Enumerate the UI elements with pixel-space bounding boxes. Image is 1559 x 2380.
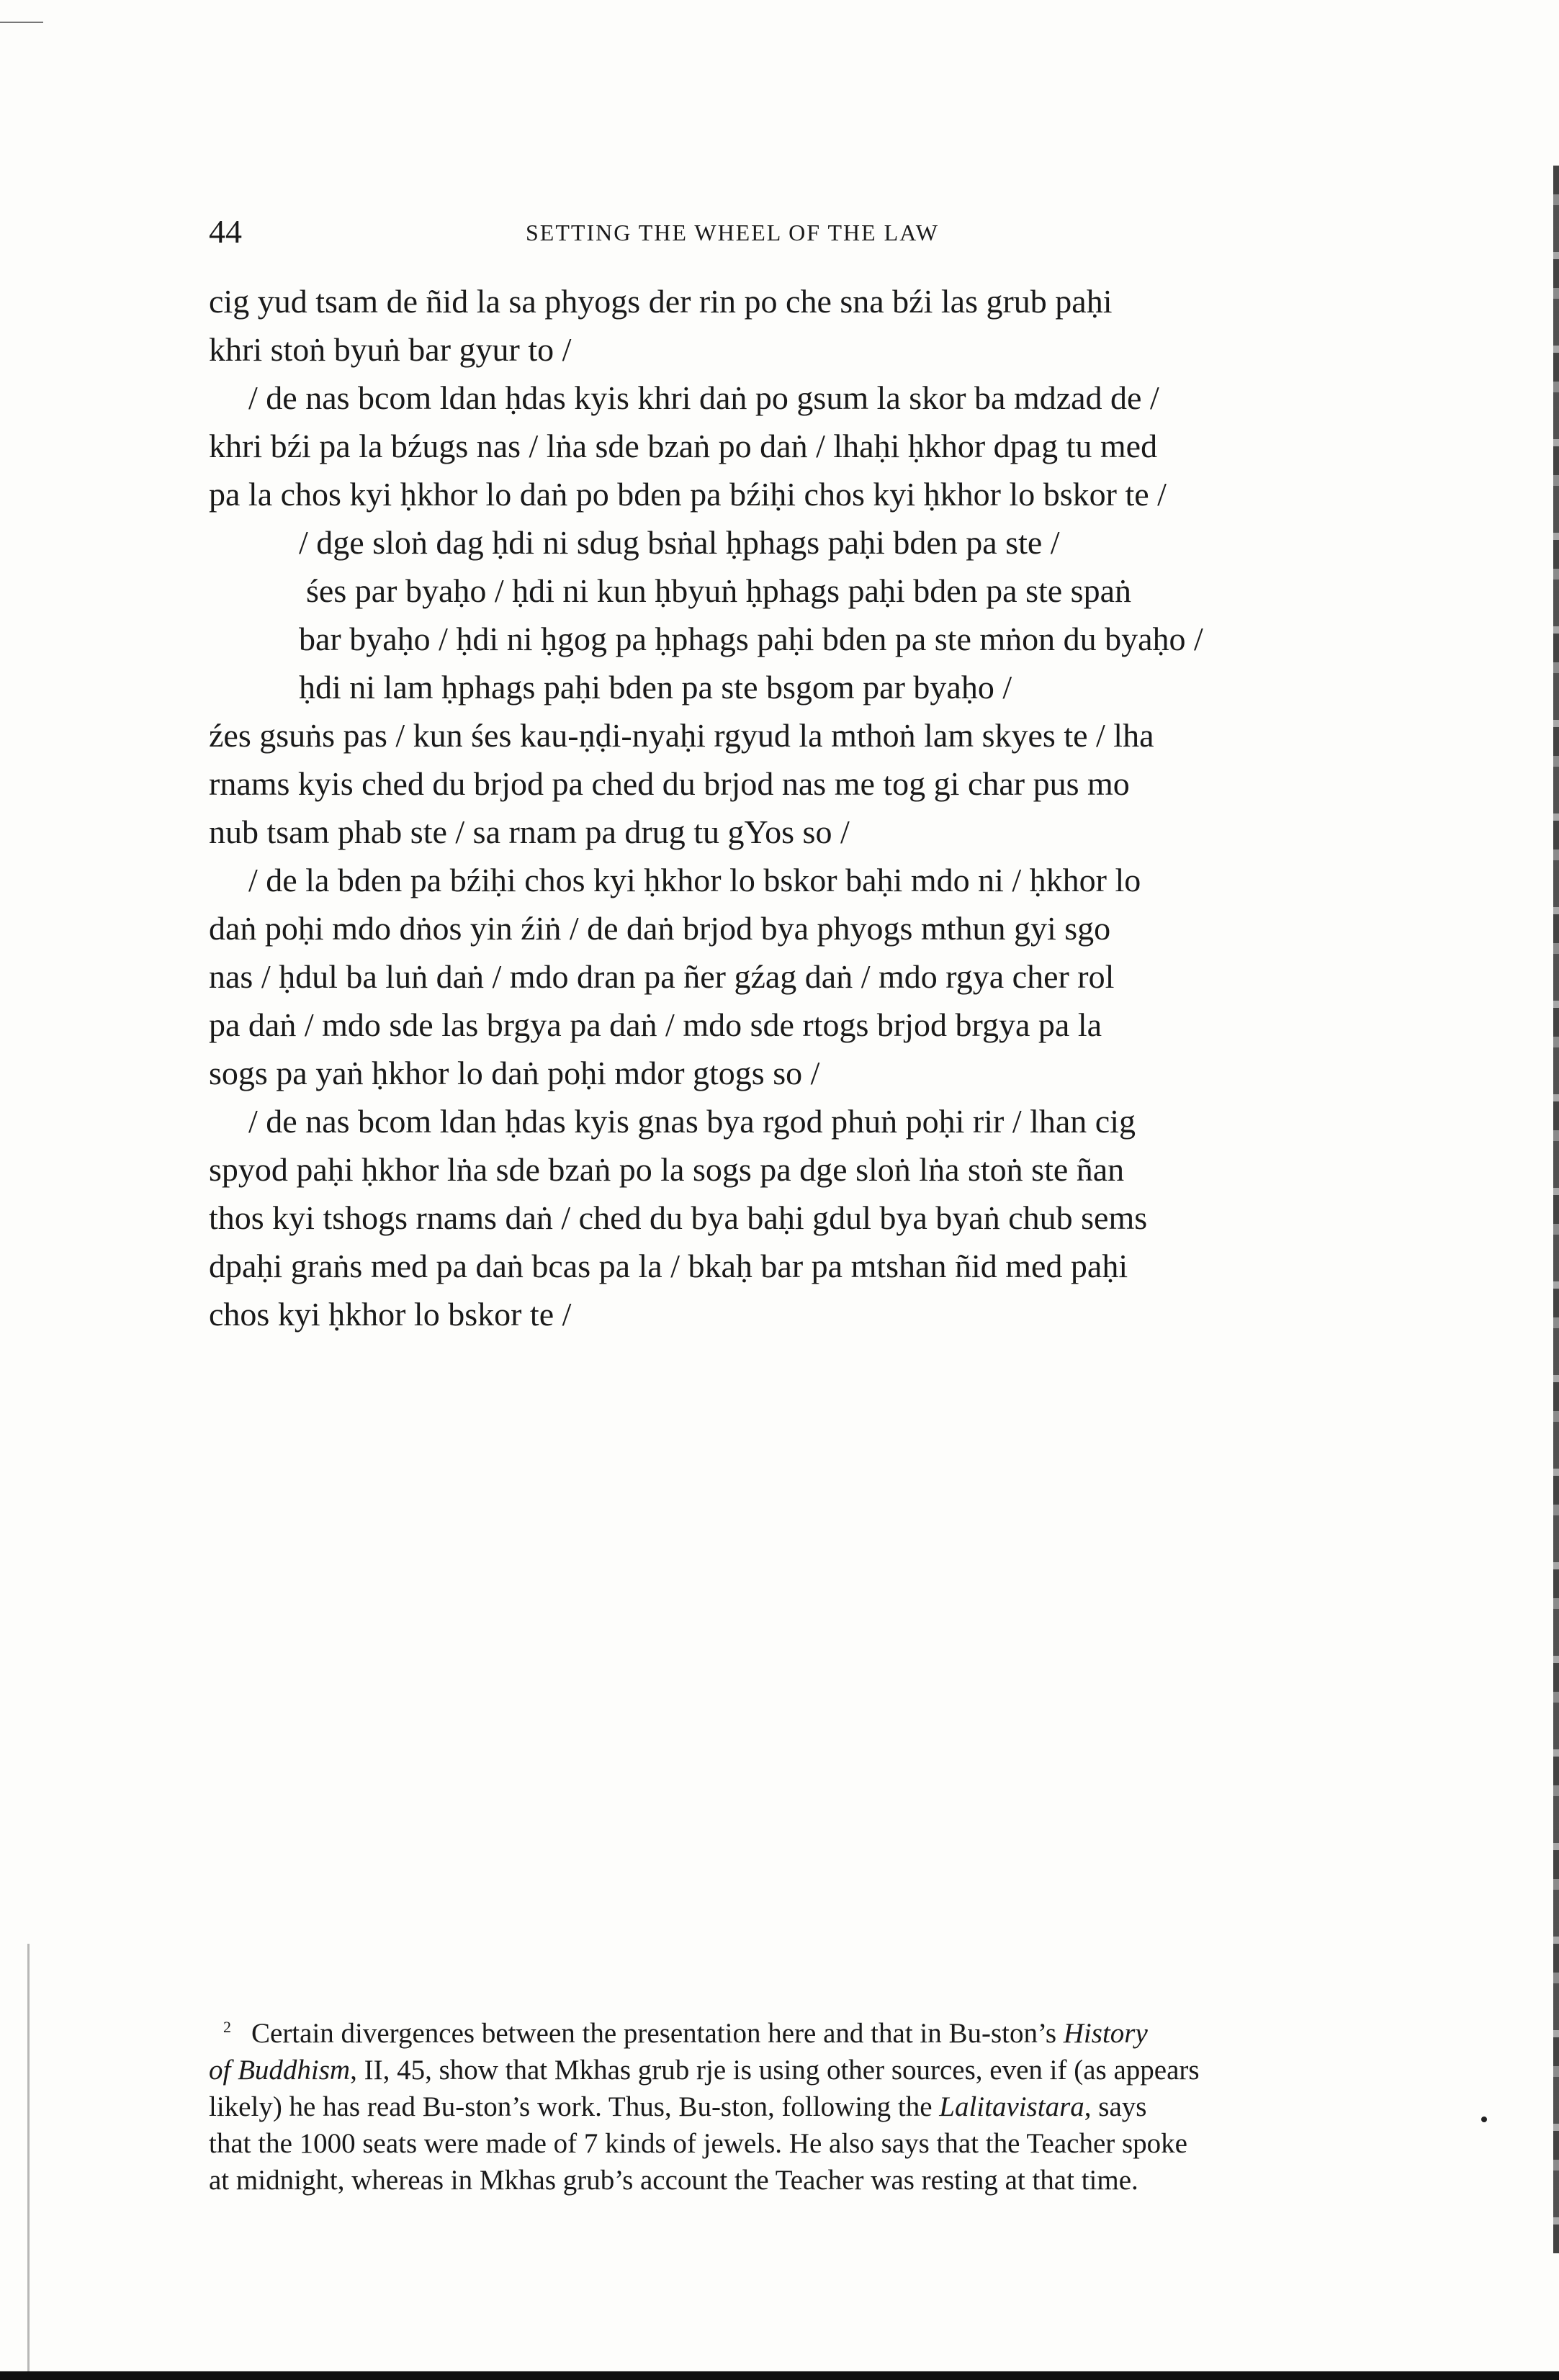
text-line: / de nas bcom ldan ḥdas kyis khri daṅ po gsum la skor ba mdzad de / [248,379,1159,416]
scan-left-edge [27,1944,30,2376]
text-line: źes gsuṅs pas / kun śes kau-ṇḍi-nyaḥi rgyud la mthoṅ lam skyes te / lha [209,717,1154,754]
paragraph-1 [209,277,1368,374]
text-line: spyod paḥi ḥkhor lṅa sde bzaṅ po la sogs pa dge sloṅ lṅa stoṅ ste ñan [209,1151,1125,1188]
footnote-title-italic: of Buddhism [209,2055,351,2086]
footnote-marker: 2 [223,2018,231,2036]
footnote-text: , II, 45, show that Mkhas grub rje is using other sources, even if (as appears [350,2055,1200,2086]
scan-right-edge [1553,166,1559,2253]
text-line: pa daṅ / mdo sde las brgya pa daṅ / mdo sde rtogs brjod brgya pa la [209,1006,1102,1043]
footnote-title-italic: Lalitavistara [939,2091,1084,2122]
verse-line: / dge sloṅ dag ḥdi ni sdug bsṅal ḥphags paḥi bden pa ste / [299,524,1060,561]
verse-line: śes par byaḥo / ḥdi ni kun ḥbyuṅ ḥphags paḥi bden pa ste spaṅ [306,572,1131,609]
footnote-line [209,2052,1375,2088]
footnote-line [209,2088,1375,2125]
text-line: daṅ poḥi mdo dṅos yin źiṅ / de daṅ brjod bya phyogs mthun gyi sgo [209,910,1111,947]
scan-corner-mark [0,22,43,23]
footnote-text: , says [1084,2091,1147,2122]
text-line: pa la chos kyi ḥkhor lo daṅ po bden pa bźiḥi chos kyi ḥkhor lo bskor te / [209,476,1167,513]
paragraph-5 [209,1097,1368,1338]
page-number: 44 [209,213,242,250]
text-line: nub tsam phab ste / sa rnam pa drug tu gYos so / [209,813,850,850]
text-line: thos kyi tshogs rnams daṅ / ched du bya baḥi gdul bya byaṅ chub sems [209,1199,1148,1236]
footnote-title-italic: History [1063,2018,1148,2049]
text-line: / de nas bcom ldan ḥdas kyis gnas bya rgod phuṅ poḥi rir / lhan cig [248,1103,1136,1140]
main-text [209,277,1368,1338]
text-line: dpaḥi graṅs med pa daṅ bcas pa la / bkaḥ bar pa mtshan ñid med paḥi [209,1248,1128,1284]
text-line: rnams kyis ched du brjod pa ched du brjod nas me tog gi char pus mo [209,765,1130,802]
verse-line: ḥdi ni lam ḥphags paḥi bden pa ste bsgom par byaḥo / [299,669,1012,706]
footnote [209,2009,1375,2199]
text-line: khri stoṅ byuṅ bar gyur to / [209,331,572,368]
scan-bottom-edge [0,2371,1559,2380]
text-line: sogs pa yaṅ ḥkhor lo daṅ poḥi mdor gtogs so / [209,1055,820,1091]
page-header [209,210,1375,253]
footnote-line: that the 1000 seats were made of 7 kinds of jewels. He also says that the Teacher spoke [209,2128,1187,2159]
quoted-verse [209,518,1368,711]
footnote-line [209,2009,1375,2052]
verse-line: bar byaḥo / ḥdi ni ḥgog pa ḥphags paḥi bden pa ste mṅon du byaḥo / [299,621,1203,657]
paragraph-4 [209,856,1368,1097]
footnote-text: Certain divergences between the presentation here and that in Bu-ston’s [251,2018,1064,2049]
footnote-line: at midnight, whereas in Mkhas grub’s account the Teacher was resting at that time. [209,2165,1138,2196]
text-line: / de la bden pa bźiḥi chos kyi ḥkhor lo bskor baḥi mdo ni / ḥkhor lo [248,862,1141,898]
text-line: cig yud tsam de ñid la sa phyogs der rin po che sna bźi las grub paḥi [209,283,1113,320]
text-line: chos kyi ḥkhor lo bskor te / [209,1296,572,1333]
footnote-text: likely) he has read Bu-ston’s work. Thus, Bu-ston, following the [209,2091,940,2122]
running-head: SETTING THE WHEEL OF THE LAW [526,220,939,245]
scan-stray-dot [1481,2117,1487,2122]
paragraph-3 [209,711,1368,856]
text-line: khri bźi pa la bźugs nas / lṅa sde bzaṅ po daṅ / lhaḥi ḥkhor dpag tu med [209,428,1158,464]
text-line: nas / ḥdul ba luṅ daṅ / mdo dran pa ñer gźag daṅ / mdo rgya cher rol [209,958,1115,995]
paragraph-2 [209,374,1368,518]
